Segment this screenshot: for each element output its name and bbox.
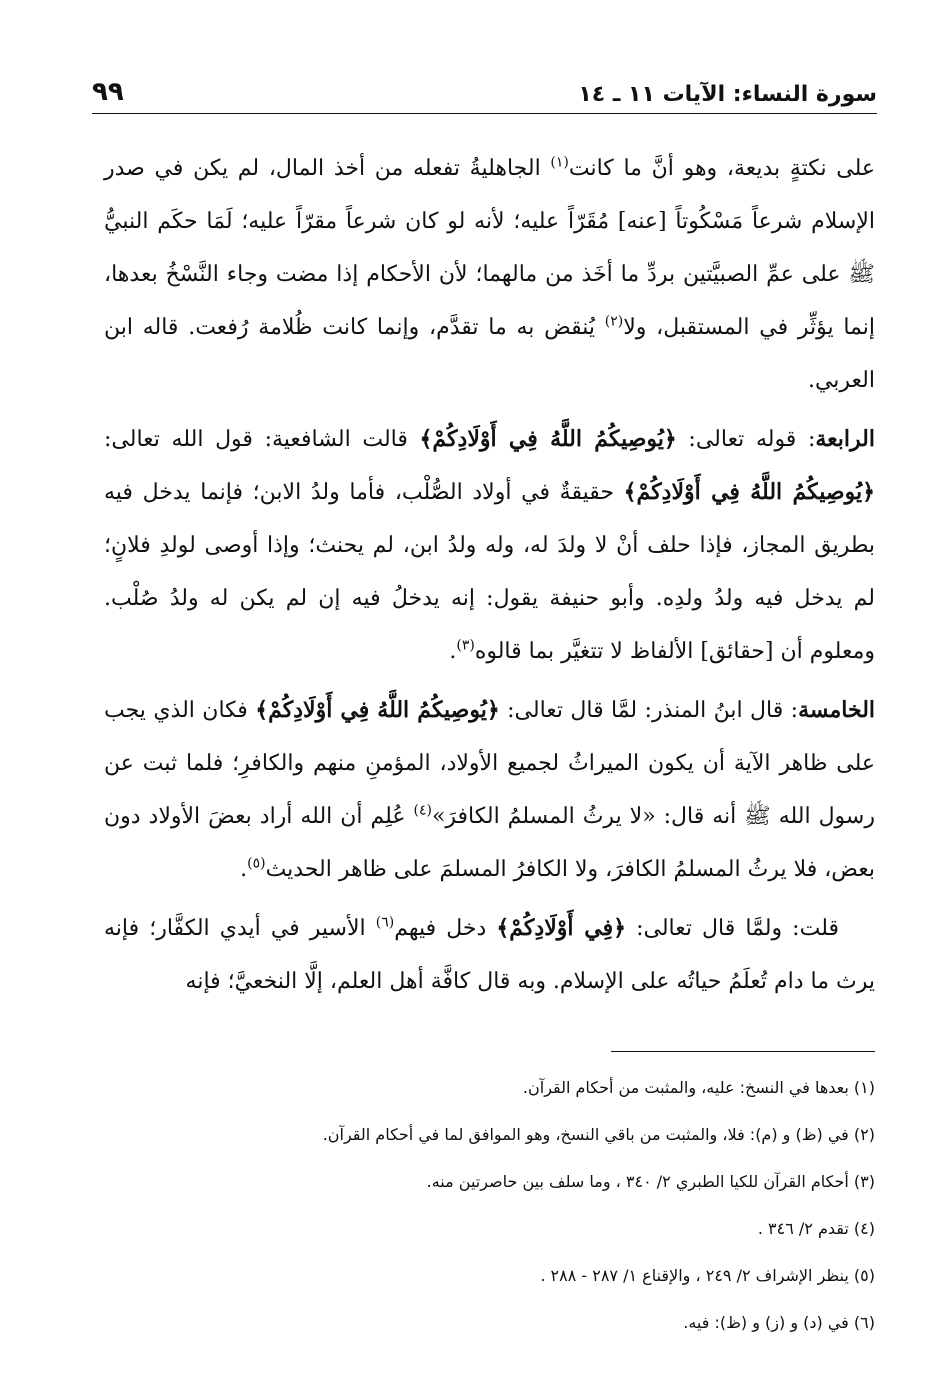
footnote-marker: (١) xyxy=(550,154,569,171)
main-text xyxy=(104,142,875,1014)
text-run: فكان الذي يجب على ظاهر الآية أن يكون الميراثُ لجميع الأولاد، المؤمنِ منهم والكافرِ؛ فلما ثبت عن رسول الله ﷺ أنه قال: «لا يرثُ المسلمُ الكافرَ» xyxy=(104,698,875,829)
footnote-item: (٤) تقدم ٢/ ٣٤٦ . xyxy=(757,1219,875,1238)
quran-quote: ﴿يُوصِيكُمُ اللَّهُ فِي أَوْلَادِكُمْ﴾ xyxy=(419,426,677,452)
page-number: ٩٩ xyxy=(92,77,124,107)
footnote-marker: (٣) xyxy=(456,637,475,654)
quran-quote: ﴿يُوصِيكُمُ اللَّهُ فِي أَوْلَادِكُمْ﴾ xyxy=(623,479,875,505)
footnote-item: (١) بعدها في النسخ: عليه، والمثبت من أحكام القرآن. xyxy=(522,1078,875,1097)
footnote-item: (٦) في (د) و (ز) و (ظ): فيه. xyxy=(683,1313,875,1332)
footnote-marker: (٢) xyxy=(604,313,624,330)
paragraph xyxy=(104,142,875,407)
text-run: يُنقض به ما تقدَّم، وإنما كانت ظُلامة رُفعت. قاله ابن العربي. xyxy=(104,315,875,393)
footnote-marker: (٦) xyxy=(375,914,395,931)
text-run: : قوله تعالى: xyxy=(676,427,816,452)
text-run: . xyxy=(240,857,248,882)
footnote-item: (٣) أحكام القرآن للكيا الطبري ٢/ ٣٤٠ ، وما سلف بين حاصرتين منه. xyxy=(426,1172,875,1191)
paragraph xyxy=(104,684,875,896)
text-run: الجاهليةُ تفعله من أخذ المال، لم يكن في صدر الإسلام شرعاً مَسْكُوتاً [عنه] مُقَرّاً عليه؛ لأنه لو كان شرعاً مقرّاً عليه؛ لَمَا حكَم النبيُّ ﷺ على عمِّ الصبيَّتين بردِّ ما أخَذ من مالهما؛ لأن الأحكام إذا مضت وجاء النَّسْخُ بعدها، إنما يؤثِّر في المستقبل، ولا xyxy=(104,156,876,340)
page-header xyxy=(92,70,877,114)
footnote-marker: (٥) xyxy=(247,855,266,872)
text-run: : قال ابنُ المنذر: لمَّا قال تعالى: xyxy=(499,698,799,723)
running-title: سورة النساء: الآيات ١١ ـ ١٤ xyxy=(578,82,877,107)
footnote-divider xyxy=(611,1051,875,1052)
text-run: . xyxy=(449,639,457,664)
quran-quote: ﴿فِي أَوْلَادِكُمْ﴾ xyxy=(496,915,626,941)
footnote-item: (٢) في (ظ) و (م): فلا، والمثبت من باقي النسخ، وهو الموافق لما في أحكام القرآن. xyxy=(322,1125,875,1144)
footnotes xyxy=(104,1064,875,1346)
footnote-marker: (٤) xyxy=(413,802,432,819)
text-run: الأسير في أيدي الكفَّار؛ فإنه يرث ما دام تُعلَمُ حياتُه على الإسلام. وبه قال كافَّة أهل العلم، إلَّا النخعيَّ؛ فإنه xyxy=(104,916,875,994)
quran-quote: ﴿يُوصِيكُمُ اللَّهُ فِي أَوْلَادِكُمْ﴾ xyxy=(255,697,500,723)
paragraph xyxy=(104,413,875,678)
text-run: قالت الشافعية: قول الله تعالى: xyxy=(104,427,420,452)
paragraph xyxy=(104,902,875,1008)
text-run: دخل فيهم xyxy=(394,916,497,941)
section-heading: الخامسة xyxy=(798,697,876,723)
section-heading: الرابعة xyxy=(815,426,875,452)
text-run: حقيقةٌ في أولاد الصُّلْب، فأما ولدُ الابن؛ فإنما يدخل فيه بطريق المجاز، فإذا حلف أنْ لا ولدَ له، وله ولدُ ابن، لم يحنث؛ وإذا أوصى لولدِ فلانٍ؛ لم يدخل فيه ولدُ ولدِه. وأبو حنيفة يقول: إنه يدخلُ فيه إن لم يكن له ولدُ صُلْب. ومعلوم أن [حقائق] الألفاظ لا تتغيَّر بما قالوه xyxy=(104,480,875,664)
text-run: عُلِم أن الله أراد بعضَ الأولاد دون بعض، فلا يرثُ المسلمُ الكافرَ، ولا الكافرُ المسلمَ على ظاهر الحديث xyxy=(104,804,875,882)
text-run: على نكتةٍ بديعة، وهو أنَّ ما كانت xyxy=(568,156,876,181)
footnote-item: (٥) ينظر الإشراف ٢/ ٢٤٩ ، والإقناع ١/ ٢٨٧ - ٢٨٨ . xyxy=(540,1266,875,1285)
text-run: قلت: ولمَّا قال تعالى: xyxy=(625,916,840,941)
